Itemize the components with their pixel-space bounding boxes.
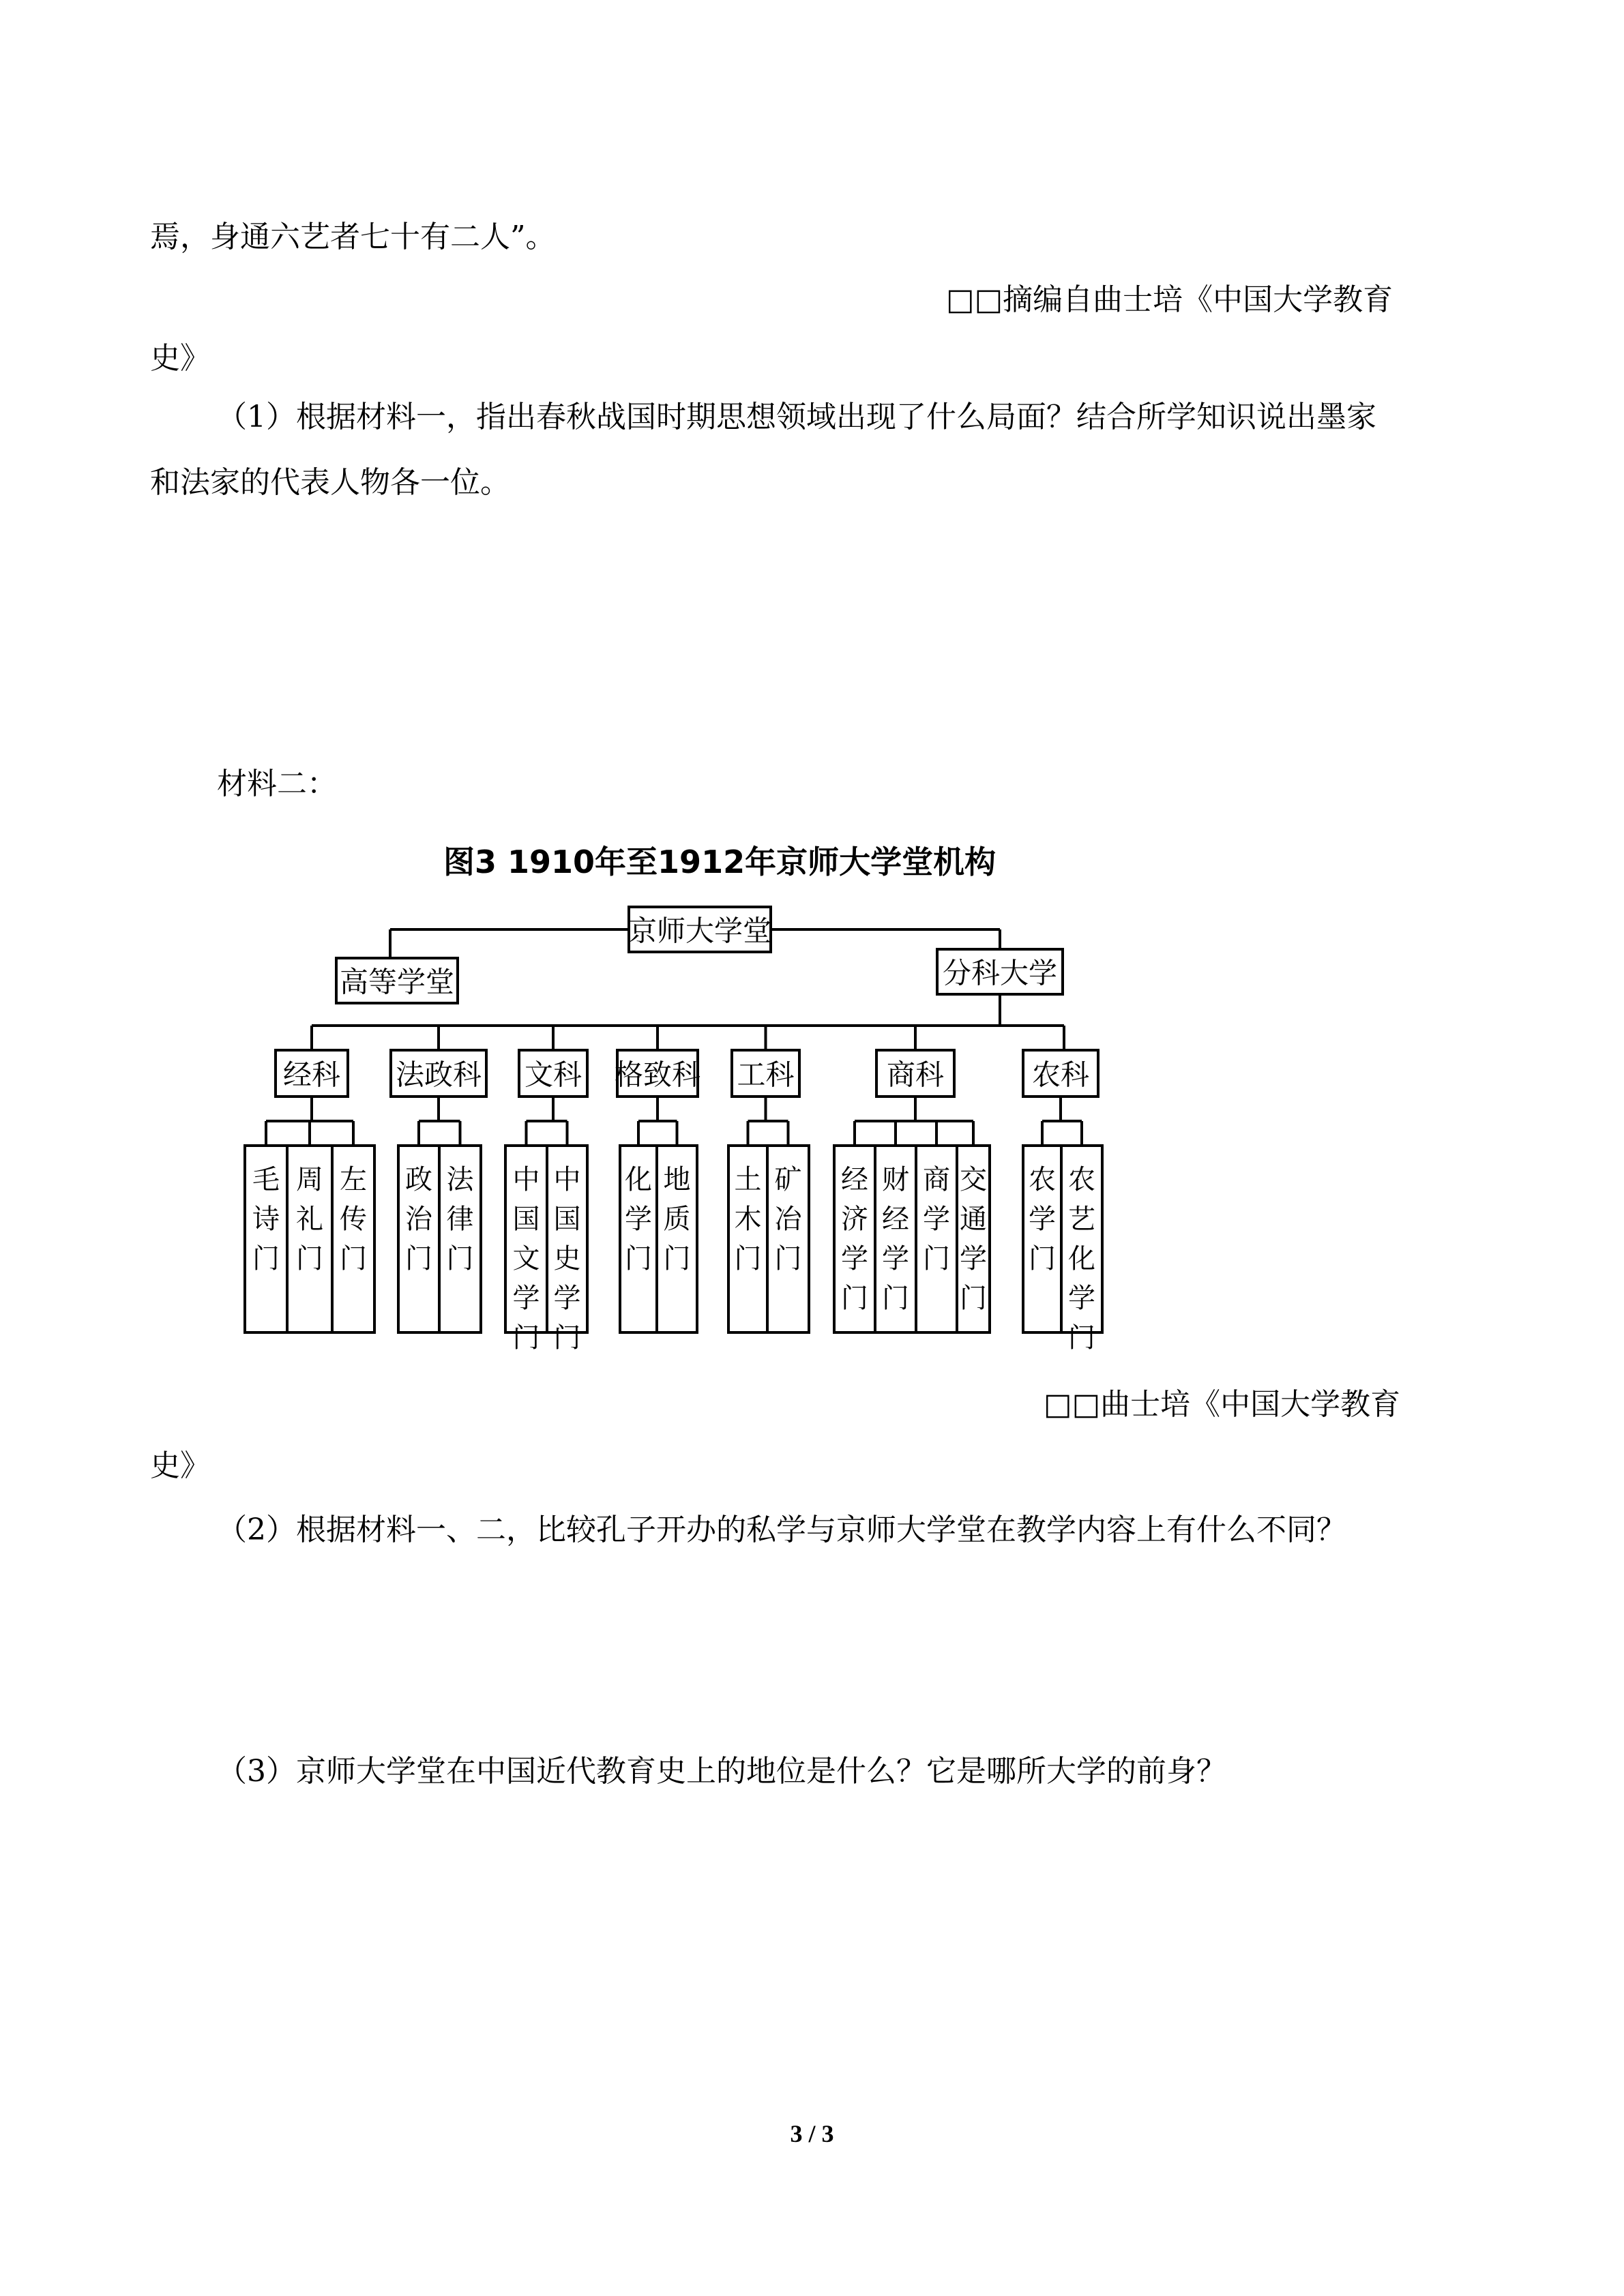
department-char: 国 <box>512 1204 540 1235</box>
department-char: 学 <box>512 1283 540 1314</box>
department-char: 门 <box>1029 1243 1056 1274</box>
department-char: 学 <box>960 1243 987 1274</box>
department-char: 中 <box>553 1164 581 1195</box>
department-char: 史 <box>553 1243 581 1274</box>
question-1: （1）根据材料一，指出春秋战国时期思想领域出现了什么局面？结合所学知识说出墨家 <box>217 400 1376 434</box>
department-char: 化 <box>625 1164 652 1195</box>
department-char: 门 <box>882 1283 909 1314</box>
department-char: 经 <box>841 1164 868 1195</box>
department-char: 商 <box>923 1164 950 1195</box>
department-char: 门 <box>1068 1322 1095 1354</box>
department-char: 律 <box>446 1204 474 1235</box>
department-char: 木 <box>734 1204 762 1235</box>
department-char: 门 <box>923 1243 950 1274</box>
material-2-label: 材料二： <box>217 766 337 801</box>
level1-node-label: 高等学堂 <box>339 965 455 999</box>
source-citation-2: □□曲士培《中国大学教育 <box>1044 1387 1401 1422</box>
department-char: 法 <box>446 1164 474 1195</box>
department-char: 学 <box>553 1283 581 1314</box>
department-char: 门 <box>512 1322 540 1354</box>
department-char: 艺 <box>1068 1204 1095 1235</box>
department-char: 土 <box>734 1164 762 1195</box>
department-char: 政 <box>405 1164 432 1195</box>
level1-node-label: 分科大学 <box>942 956 1058 990</box>
department-char: 学 <box>1029 1204 1056 1235</box>
department-char: 文 <box>512 1243 540 1274</box>
source-citation-2-continued: 史》 <box>150 1448 210 1483</box>
department-char: 门 <box>663 1243 691 1274</box>
department-char: 冶 <box>774 1204 802 1235</box>
faculty-node-label: 农科 <box>1031 1058 1090 1092</box>
department-char: 国 <box>553 1204 581 1235</box>
department-char: 学 <box>841 1243 868 1274</box>
faculty-node-label: 工科 <box>737 1058 795 1092</box>
department-char: 诗 <box>252 1204 280 1235</box>
source-citation-continued: 史》 <box>150 341 210 376</box>
department-char: 农 <box>1029 1164 1056 1195</box>
chart-title: 图3 1910年至1912年京师大学堂机构 <box>443 844 996 880</box>
department-char: 经 <box>882 1204 909 1235</box>
faculty-node-label: 格致科 <box>614 1058 701 1092</box>
department-char: 化 <box>1068 1243 1095 1274</box>
department-char: 毛 <box>252 1164 280 1195</box>
source-citation: □□摘编自曲士培《中国大学教育 <box>946 282 1393 317</box>
page-number: 3 / 3 <box>790 2120 834 2147</box>
department-char: 学 <box>1068 1283 1095 1314</box>
department-char: 门 <box>446 1243 474 1274</box>
department-char: 门 <box>296 1243 323 1274</box>
department-char: 通 <box>960 1204 987 1235</box>
department-char: 农 <box>1068 1164 1095 1195</box>
department-char: 治 <box>405 1204 432 1235</box>
question-3: （3）京师大学堂在中国近代教育史上的地位是什么？它是哪所大学的前身？ <box>217 1754 1226 1789</box>
department-char: 矿 <box>774 1164 802 1195</box>
department-char: 周 <box>296 1164 323 1195</box>
department-char: 济 <box>841 1204 868 1235</box>
department-char: 门 <box>405 1243 432 1274</box>
department-char: 中 <box>512 1164 540 1195</box>
department-char: 学 <box>923 1204 950 1235</box>
faculty-node-label: 文科 <box>524 1058 582 1092</box>
department-char: 门 <box>625 1243 652 1274</box>
question-2: （2）根据材料一、二，比较孔子开办的私学与京师大学堂在教学内容上有什么不同？ <box>217 1512 1346 1547</box>
department-char: 左 <box>340 1164 367 1195</box>
faculty-node-label: 经科 <box>282 1058 341 1092</box>
question-1-continued: 和法家的代表人物各一位。 <box>150 465 510 500</box>
department-char: 地 <box>663 1164 691 1195</box>
department-char: 质 <box>663 1204 691 1235</box>
department-char: 门 <box>252 1243 280 1274</box>
faculty-node-label: 商科 <box>886 1058 945 1092</box>
department-char: 学 <box>625 1204 652 1235</box>
department-char: 礼 <box>296 1204 323 1235</box>
faculty-node-label: 法政科 <box>395 1058 482 1092</box>
department-char: 学 <box>882 1243 909 1274</box>
root-node-label: 京师大学堂 <box>628 914 772 948</box>
department-char: 交 <box>960 1164 987 1195</box>
department-char: 门 <box>960 1283 987 1314</box>
department-char: 传 <box>340 1204 367 1235</box>
department-char: 门 <box>340 1243 367 1274</box>
text-line: 焉，身通六艺者七十有二人”。 <box>150 220 556 254</box>
department-char: 门 <box>841 1283 868 1314</box>
department-char: 财 <box>882 1164 909 1195</box>
department-char: 门 <box>774 1243 802 1274</box>
department-char: 门 <box>553 1322 581 1354</box>
department-char: 门 <box>734 1243 762 1274</box>
